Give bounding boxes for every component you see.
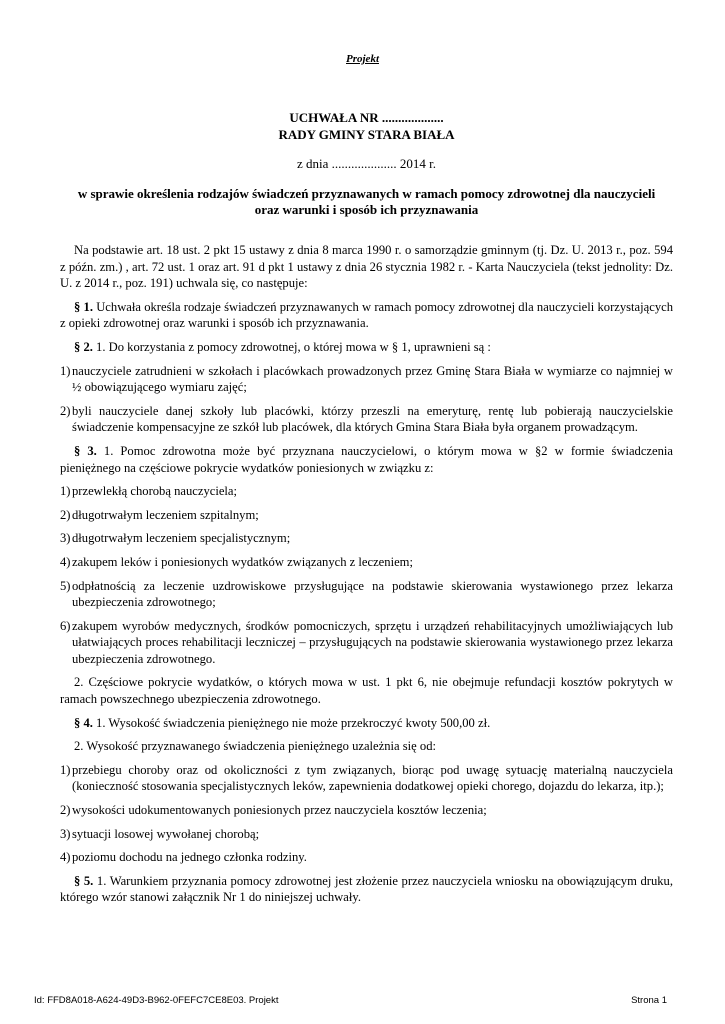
list-item-number: 1) xyxy=(60,363,71,378)
title-line-1: UCHWAŁA NR ................... xyxy=(289,110,444,125)
list-item-number: 5) xyxy=(60,578,71,593)
section-2-text: 1. Do korzystania z pomocy zdrowotnej, o której mowa w § 1, uprawnieni są : xyxy=(92,339,491,354)
list-item-text: nauczyciele zatrudnieni w szkołach i placówkach prowadzonych przez Gminę Stara Biała w wymiarze co najmniej w ½ obowiązującego wymiaru zajęć; xyxy=(72,363,673,395)
section-4-text: 1. Wysokość świadczenia pieniężnego nie może przekroczyć kwoty 500,00 zł. xyxy=(92,715,491,730)
list-item-number: 4) xyxy=(60,554,71,569)
list-item-number: 3) xyxy=(60,531,71,546)
list-item-number: 4) xyxy=(60,850,71,865)
list-item-text: długotrwałym leczeniem szpitalnym; xyxy=(72,507,259,522)
subject-line-1: w sprawie określenia rodzajów świadczeń przyznawanych w ramach pomocy zdrowotnej dla nauczycieli xyxy=(77,186,656,201)
section-2 xyxy=(60,339,673,356)
section-5 xyxy=(60,873,673,906)
list-item-text: sytuacji losowej wywołanej chorobą; xyxy=(72,826,260,841)
section-2-mark: § 2. xyxy=(74,339,93,354)
resolution-date: z dnia .................... 2014 r. xyxy=(296,156,436,171)
list-item-text: zakupem wyrobów medycznych, środków pomocniczych, sprzętu i urządzeń rehabilitacyjnych umożliwiających lub ułatwiających proces rehabilitacji leczniczej – przysługujących na podstawie skierowania wystawionego przez lekarza ubezpieczenia zdrowotnego. xyxy=(72,618,673,666)
list-item-text: byli nauczyciele danej szkoły lub placówki, którzy przeszli na emeryturę, rentę lub pobierają nauczycielskie świadczenie kompensacyjne ze szkół lub placówek, dla których Gmina Stara Biała była organem prowadzącym. xyxy=(72,403,673,435)
list-item xyxy=(60,618,673,668)
list-item-number: 1) xyxy=(60,762,71,777)
list-item xyxy=(60,762,673,795)
list-item-number: 2) xyxy=(60,403,71,418)
section-5-text: 1. Warunkiem przyznania pomocy zdrowotnej jest złożenie przez nauczyciela wniosku na obowiązującym druku, którego wzór stanowi załącznik Nr 1 do niniejszej uchwały. xyxy=(60,873,673,905)
page-number: Strona 1 xyxy=(631,995,667,1006)
list-item-text: zakupem leków i poniesionych wydatków związanych z leczeniem; xyxy=(72,554,413,569)
section-1-mark: § 1. xyxy=(74,299,93,314)
section-1 xyxy=(60,299,673,332)
list-item-number: 3) xyxy=(60,826,71,841)
list-item xyxy=(60,403,673,436)
subject-line-2: oraz warunki i sposób ich przyznawania xyxy=(254,202,479,217)
section-3-mark: § 3. xyxy=(74,443,97,458)
list-item xyxy=(60,802,673,819)
list-item-number: 1) xyxy=(60,484,71,499)
section-3-paragraph-2: 2. Częściowe pokrycie wydatków, o których mowa w ust. 1 pkt 6, nie obejmuje refundacji kosztów pokrytych w ramach powszechnego ubezpieczenia zdrowotnego. xyxy=(60,675,673,707)
section-4-paragraph-2: 2. Wysokość przyznawanego świadczenia pieniężnego uzależnia się od: xyxy=(74,739,436,754)
list-item xyxy=(60,826,673,843)
list-item-text: przebiegu choroby oraz od okoliczności z tym związanych, biorąc pod uwagę sytuację materialną nauczyciela (konieczność stosowania specjalistycznych leków, zapewnienia dodatkowej opieki chorego, dojazdu do lekarza, itp.); xyxy=(72,762,673,794)
list-item xyxy=(60,578,673,611)
list-item xyxy=(60,849,673,866)
intro-paragraph: Na podstawie art. 18 ust. 2 pkt 15 ustawy z dnia 8 marca 1990 r. o samorządzie gminnym (tj. Dz. U. 2013 r., poz. 594 z późn. zm.) , art. 72 ust. 1 oraz art. 91 d pkt 1 ustawy z dnia 26 stycznia 1982 r. - Karta Nauczyciela (tekst jednolity: Dz. U. z 2014 r., poz. 191) uchwala się, co następuje: xyxy=(60,243,673,291)
section-3-text: 1. Pomoc zdrowotna może być przyznana nauczycielowi, o którym mowa w §2 w formie świadczenia pieniężnego na częściowe pokrycie wydatków poniesionych w związku z: xyxy=(60,443,673,475)
list-item-text: przewlekłą chorobą nauczyciela; xyxy=(72,484,238,499)
list-item-text: długotrwałym leczeniem specjalistycznym; xyxy=(72,531,291,546)
list-item xyxy=(60,363,673,396)
list-item xyxy=(60,483,673,500)
list-item xyxy=(60,507,673,524)
list-item-number: 6) xyxy=(60,618,71,633)
section-3 xyxy=(60,443,673,476)
projekt-label: Projekt xyxy=(346,53,379,65)
list-item-number: 2) xyxy=(60,507,71,522)
list-item-text: odpłatnością za leczenie uzdrowiskowe przysługujące na podstawie skierowania wystawionego przez lekarza ubezpieczenia zdrowotnego; xyxy=(72,578,673,610)
list-item-text: poziomu dochodu na jednego członka rodziny. xyxy=(72,850,307,865)
section-1-text: Uchwała określa rodzaje świadczeń przyznawanych w ramach pomocy zdrowotnej dla nauczycieli korzystających z opieki zdrowotnej oraz warunki i sposób ich przyznawania. xyxy=(60,299,673,331)
document-id: Id: FFD8A018-A624-49D3-B962-0FEFC7CE8E03. Projekt xyxy=(34,995,279,1006)
title-line-2: RADY GMINY STARA BIAŁA xyxy=(278,127,455,142)
resolution-subject xyxy=(60,186,673,218)
section-4 xyxy=(60,715,673,732)
section-4-mark: § 4. xyxy=(74,715,93,730)
page-footer xyxy=(34,992,667,1009)
resolution-body xyxy=(60,242,673,913)
list-item-text: wysokości udokumentowanych poniesionych przez nauczyciela kosztów leczenia; xyxy=(72,803,487,818)
resolution-title xyxy=(60,109,673,143)
list-item xyxy=(60,554,673,571)
section-5-mark: § 5. xyxy=(74,873,94,888)
list-item xyxy=(60,530,673,547)
list-item-number: 2) xyxy=(60,803,71,818)
